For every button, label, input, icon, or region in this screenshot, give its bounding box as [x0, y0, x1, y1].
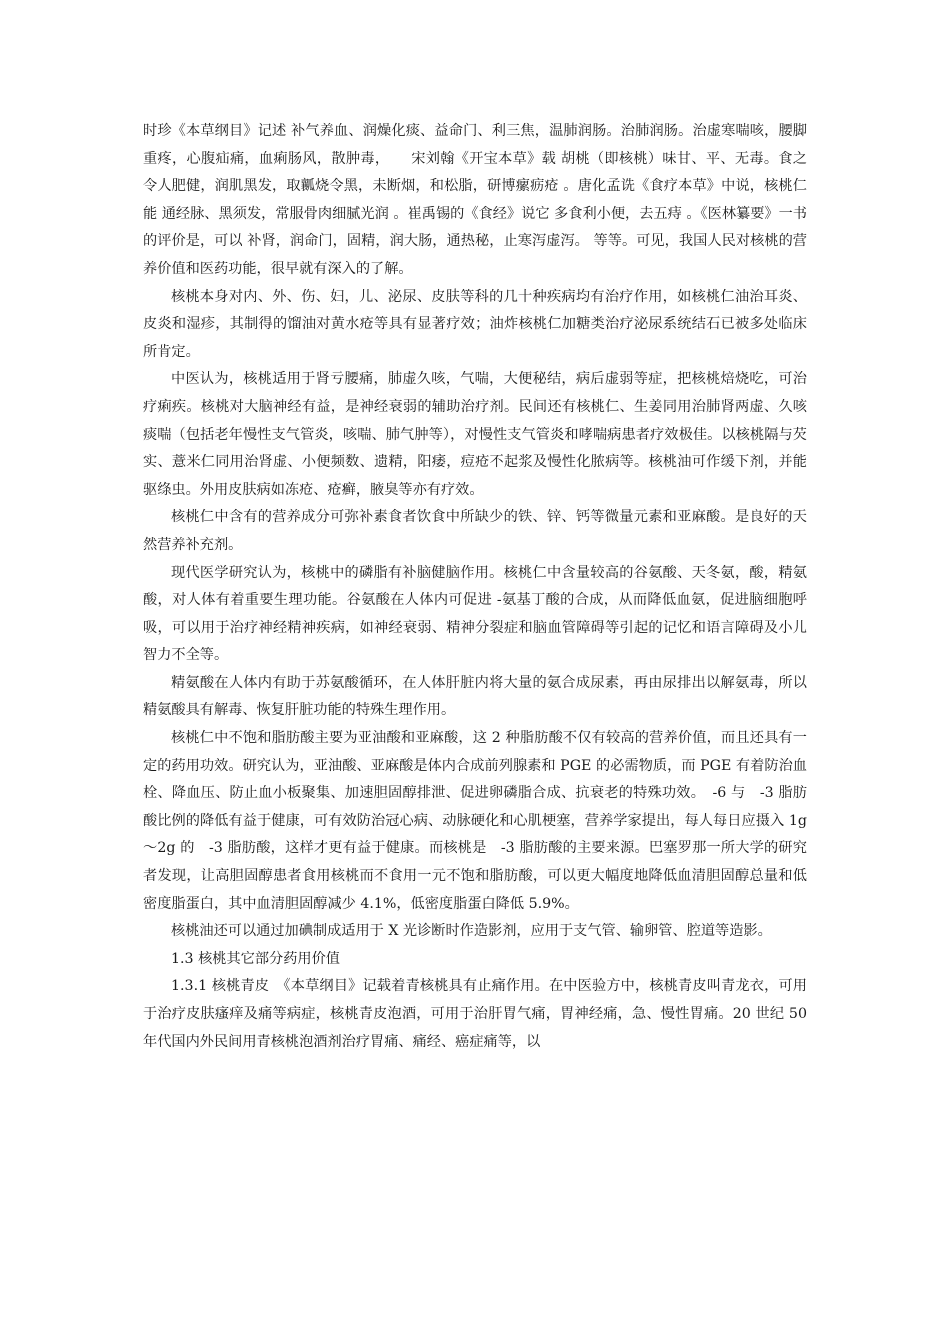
paragraph-tcm-view: 中医认为，核桃适用于肾亏腰痛，肺虚久咳，气喘，大便秘结，病后虚弱等症，把核桃焙烧吃，可治疗痢疾。核桃对大脑神经有益，是神经衰弱的辅助治疗剂。民间还有核桃仁、生姜同用治肺肾两虚、久咳痰喘（包括老年慢性支气管炎，咳喘、肺气肿等），对慢性支气管炎和哮喘病患者疗效极佳。以核桃隔与芡实、薏米仁同用治肾虚、小便频数、遗精，阳痿，痘疮不起浆及慢性化脓病等。核桃油可作缓下剂，并能驱绦虫。外用皮肤病如冻疮、疮癣，腋臭等亦有疗效。: [143, 371, 807, 498]
paragraph-green-husk: 1.3.1 核桃青皮 《本草纲目》记载着青核桃具有止痛作用。在中医验方中，核桃青皮叫青龙衣，可用于治疗皮肤瘙痒及痛等病症，核桃青皮泡酒，可用于治肝胃气痛，胃神经痛，急、慢性胃痛。20 世纪 50 年代国内外民间用青核桃泡酒剂治疗胃痛、痛经、癌症痛等，以: [143, 978, 807, 1050]
paragraph-bencao-quotes: 时珍《本草纲目》记述 补气养血、润燥化痰、益命门、利三焦，温肺润肠。治肺润肠。治虚寒喘咳，腰脚重疼，心腹疝痛，血痢肠风，散肿毒， 宋刘翰《开宝本草》载 胡桃（即核桃）味甘、平、无毒。食之令人肥健，润肌黑发，取瓤烧令黑，未断烟，和松脂，研博瘰疬疮 。唐化孟诜《食疗本草》中说，核桃仁能 通经脉、黑须发，常服骨肉细腻光润 。崔禹锡的《食经》说它 多食利小便，去五痔 。《医林纂要》一书的评价是，可以 补肾，润命门，固精，润大肠，通热秘，止寒泻虚泻。 等等。可见，我国人民对核桃的营养价值和医药功能，很早就有深入的了解。: [143, 123, 807, 277]
paragraph-arginine: 精氨酸在人体内有助于苏氨酸循环，在人体肝脏内将大量的氨合成尿素，再由尿排出以解氨毒，所以精氨酸具有解毒、恢复肝脏功能的特殊生理作用。: [143, 674, 807, 719]
section-heading: 1.3 核桃其它部分药用价值: [171, 950, 340, 967]
paragraph-nutrition-supplement: 核桃仁中含有的营养成分可弥补素食者饮食中所缺少的铁、锌、钙等微量元素和亚麻酸。是良好的天然营养补充剂。: [143, 509, 807, 553]
paragraph-modern-research: 现代医学研究认为，核桃中的磷脂有补脑健脑作用。核桃仁中含量较高的谷氨酸、天冬氨，酸，精氨酸，对人体有着重要生理功能。谷氨酸在人体内可促进 -氨基丁酸的合成，从而降低血氨，促进脑细胞呼吸，可以用于治疗神经精神疾病，如神经衰弱、精神分裂症和脑血管障碍等引起的记忆和语言障碍及小儿智力不全等。: [143, 564, 807, 664]
paragraph-fatty-acids: 核桃仁中不饱和脂肪酸主要为亚油酸和亚麻酸，这 2 种脂肪酸不仅有较高的营养价值，而且还具有一定的药用功效。研究认为，亚油酸、亚麻酸是体内合成前列腺素和 PGE 的必需物质，而 PGE 有着防治血栓、降血压、防止血小板聚集、加速胆固醇排泄、促进卵磷脂合成、抗衰老的特殊功效。 -6 与 -3 脂肪酸比例的降低有益于健康，可有效防治冠心病、动脉硬化和心肌梗塞，营养学家提出，每人每日应摄入 1g～2g 的 -3 脂肪酸，这样才更有益于健康。而核桃是 -3 脂肪酸的主要来源。巴塞罗那一所大学的研究者发现，让高胆固醇患者食用核桃而不食用一元不饱和脂肪酸，可以更大幅度地降低血清胆固醇总量和低密度脂蛋白，其中血清胆固醇减少 4.1%，低密度脂蛋白降低 5.9%。: [143, 730, 807, 912]
document-page: [143, 118, 807, 1056]
paragraph-disease-treatment: 核桃本身对内、外、伤、妇，儿、泌尿、皮肤等科的几十种疾病均有治疗作用，如核桃仁油治耳炎、皮炎和湿疹，其制得的馏油对黄水疮等具有显著疗效；油炸核桃仁加糖类治疗泌尿系统结石已被多处临床所肯定。: [143, 288, 807, 360]
paragraph-walnut-oil-contrast: 核桃油还可以通过加碘制成适用于 X 光诊断时作造影剂，应用于支气管、输卵管、腔道等造影。: [171, 923, 772, 940]
